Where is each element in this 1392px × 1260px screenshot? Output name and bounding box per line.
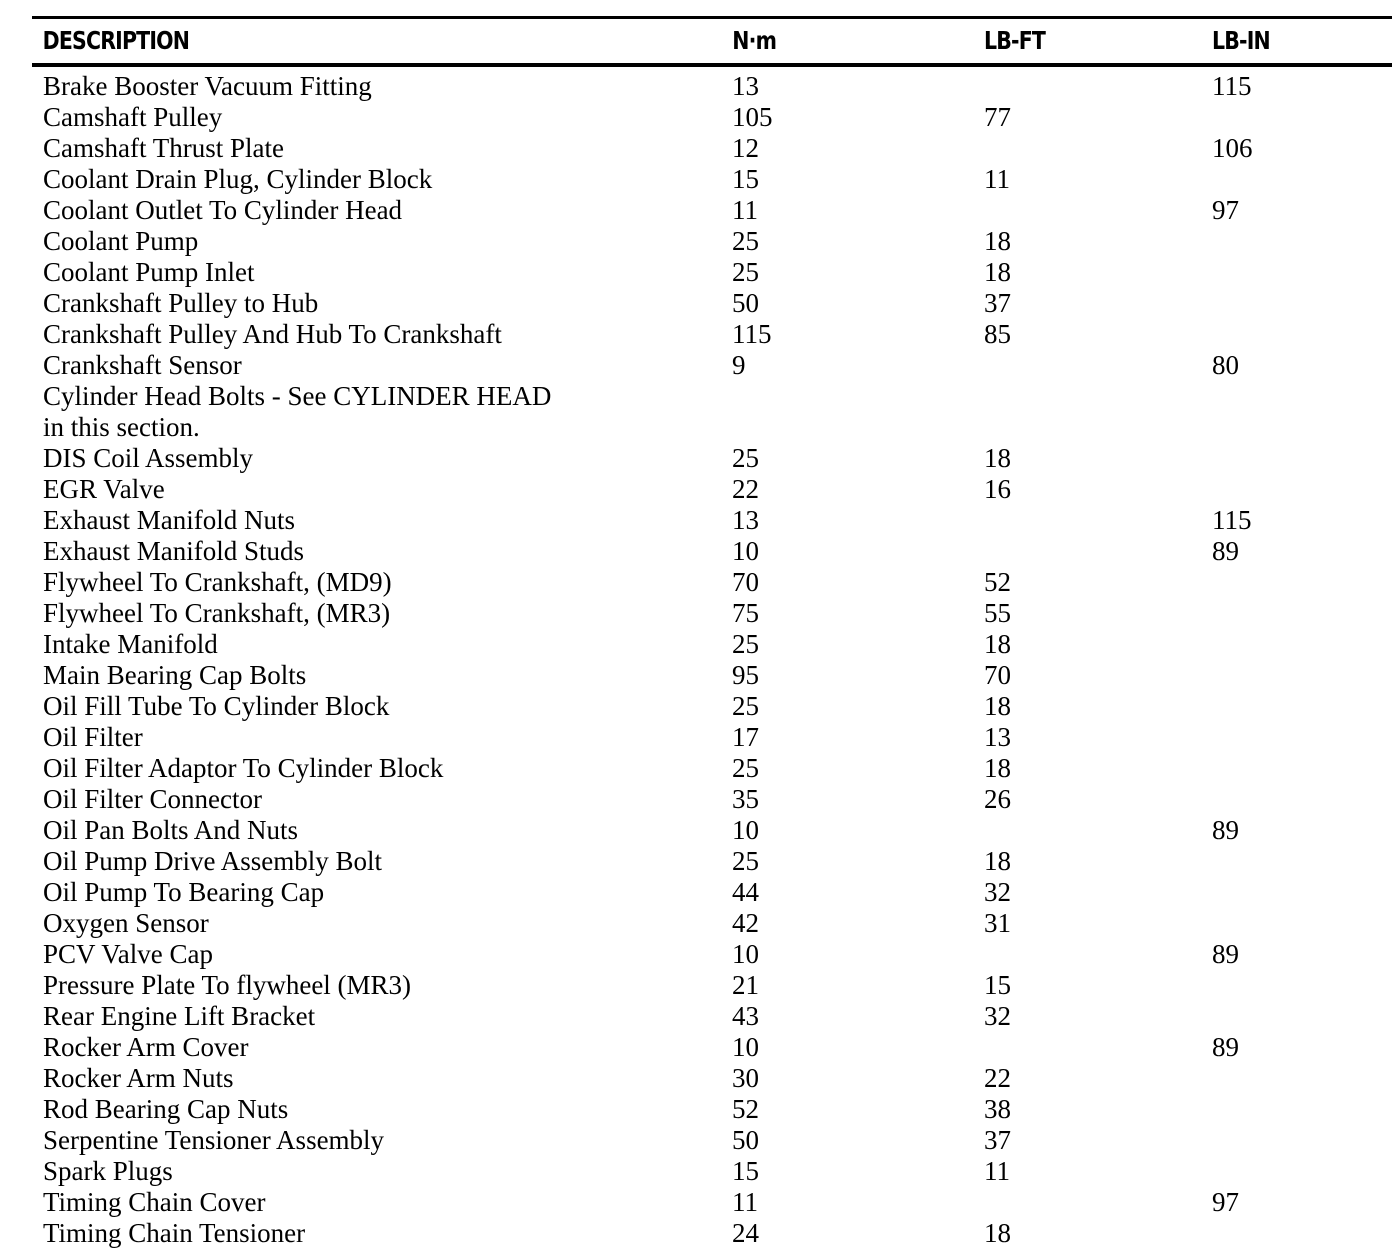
row-lbft-value: 11 xyxy=(984,164,1010,194)
row-lbft-value: 18 xyxy=(984,629,1011,659)
row-description: Oxygen Sensor xyxy=(43,908,209,938)
row-description: Crankshaft Sensor xyxy=(43,350,242,380)
table-row xyxy=(0,319,1392,350)
table-row xyxy=(0,753,1392,784)
row-lbft-value: 37 xyxy=(984,1125,1011,1155)
row-nm-value: 70 xyxy=(732,567,759,597)
table-row xyxy=(0,691,1392,722)
row-description: Intake Manifold xyxy=(43,629,218,659)
row-nm-value: 25 xyxy=(732,753,759,783)
row-description: DIS Coil Assembly xyxy=(43,443,254,473)
header-lbin: LB-IN xyxy=(1211,26,1270,55)
table-row xyxy=(0,815,1392,846)
row-description: Flywheel To Crankshaft, (MD9) xyxy=(43,567,392,597)
row-lbft-value: 16 xyxy=(984,474,1011,504)
row-nm-value: 11 xyxy=(732,1187,758,1217)
row-description: Rocker Arm Cover xyxy=(43,1032,249,1062)
row-lbft-value: 18 xyxy=(984,1218,1011,1248)
row-lbft-value: 70 xyxy=(984,660,1011,690)
table-row xyxy=(0,381,1392,443)
table-row xyxy=(0,1001,1392,1032)
row-description: Rocker Arm Nuts xyxy=(43,1063,234,1093)
row-description: Coolant Pump Inlet xyxy=(43,257,255,287)
row-nm-value: 105 xyxy=(732,102,773,132)
row-lbin-value: 97 xyxy=(1212,195,1239,225)
table-row xyxy=(0,970,1392,1001)
table-row xyxy=(0,784,1392,815)
row-description: Crankshaft Pulley And Hub To Crankshaft xyxy=(43,319,502,349)
row-nm-value: 44 xyxy=(732,877,759,907)
row-lbft-value: 77 xyxy=(984,102,1011,132)
table-row xyxy=(0,660,1392,691)
table-row xyxy=(0,1032,1392,1063)
row-nm-value: 50 xyxy=(732,1125,759,1155)
top-rule xyxy=(32,16,1392,19)
row-nm-value: 15 xyxy=(732,164,759,194)
row-nm-value: 52 xyxy=(732,1094,759,1124)
row-lbft-value: 32 xyxy=(984,1001,1011,1031)
row-lbft-value: 18 xyxy=(984,846,1011,876)
row-description: Exhaust Manifold Studs xyxy=(43,536,304,566)
row-nm-value: 115 xyxy=(732,319,772,349)
row-lbin-value: 115 xyxy=(1212,505,1252,535)
row-nm-value: 17 xyxy=(732,722,759,752)
row-nm-value: 10 xyxy=(732,1032,759,1062)
row-nm-value: 25 xyxy=(732,629,759,659)
row-nm-value: 25 xyxy=(732,226,759,256)
row-lbft-value: 31 xyxy=(984,908,1011,938)
table-row xyxy=(0,1125,1392,1156)
row-description: Pressure Plate To flywheel (MR3) xyxy=(43,970,412,1000)
row-nm-value: 12 xyxy=(732,133,759,163)
row-nm-value: 30 xyxy=(732,1063,759,1093)
row-lbft-value: 55 xyxy=(984,598,1011,628)
row-lbin-value: 89 xyxy=(1212,939,1239,969)
row-nm-value: 21 xyxy=(732,970,759,1000)
row-description: Coolant Pump xyxy=(43,226,199,256)
row-nm-value: 11 xyxy=(732,195,758,225)
table-row xyxy=(0,1187,1392,1218)
header-lbft: LB-FT xyxy=(984,26,1046,55)
row-lbin-value: 89 xyxy=(1212,815,1239,845)
table-row xyxy=(0,133,1392,164)
table-row xyxy=(0,350,1392,381)
row-description: PCV Valve Cap xyxy=(43,939,214,969)
header-description: DESCRIPTION xyxy=(42,26,190,55)
row-lbft-value: 18 xyxy=(984,691,1011,721)
table-row xyxy=(0,71,1392,102)
table-row xyxy=(0,598,1392,629)
table-row xyxy=(0,567,1392,598)
row-nm-value: 35 xyxy=(732,784,759,814)
row-description: Oil Fill Tube To Cylinder Block xyxy=(43,691,390,721)
row-lbft-value: 38 xyxy=(984,1094,1011,1124)
row-description: Timing Chain Tensioner xyxy=(43,1218,306,1248)
row-description: Oil Pan Bolts And Nuts xyxy=(43,815,299,845)
row-description: Camshaft Pulley xyxy=(43,102,223,132)
table-row xyxy=(0,1156,1392,1187)
row-nm-value: 10 xyxy=(732,939,759,969)
row-nm-value: 10 xyxy=(732,536,759,566)
table-row xyxy=(0,722,1392,753)
row-nm-value: 22 xyxy=(732,474,759,504)
table-row xyxy=(0,474,1392,505)
row-lbin-value: 115 xyxy=(1212,71,1252,101)
row-nm-value: 9 xyxy=(732,350,746,380)
table-header xyxy=(0,22,1270,62)
row-lbin-value: 106 xyxy=(1212,133,1253,163)
table-row xyxy=(0,443,1392,474)
table-row xyxy=(0,1063,1392,1094)
row-description: Rear Engine Lift Bracket xyxy=(43,1001,316,1031)
row-lbft-value: 52 xyxy=(984,567,1011,597)
row-nm-value: 25 xyxy=(732,691,759,721)
row-description: Brake Booster Vacuum Fitting xyxy=(43,71,372,101)
table-row xyxy=(0,536,1392,567)
row-description: Coolant Outlet To Cylinder Head xyxy=(43,195,403,225)
row-nm-value: 25 xyxy=(732,443,759,473)
row-description: Spark Plugs xyxy=(43,1156,173,1186)
row-lbin-value: 89 xyxy=(1212,1032,1239,1062)
row-description: Flywheel To Crankshaft, (MR3) xyxy=(43,598,391,628)
row-description: Serpentine Tensioner Assembly xyxy=(43,1125,385,1155)
table-row xyxy=(0,226,1392,257)
row-lbin-value: 97 xyxy=(1212,1187,1239,1217)
row-description: Oil Filter Connector xyxy=(43,784,262,814)
row-lbft-value: 18 xyxy=(984,257,1011,287)
row-lbft-value: 13 xyxy=(984,722,1011,752)
row-lbft-value: 18 xyxy=(984,226,1011,256)
row-nm-value: 25 xyxy=(732,846,759,876)
row-lbft-value: 85 xyxy=(984,319,1011,349)
row-lbft-value: 22 xyxy=(984,1063,1011,1093)
row-nm-value: 75 xyxy=(732,598,759,628)
row-lbft-value: 11 xyxy=(984,1156,1010,1186)
row-nm-value: 13 xyxy=(732,71,759,101)
row-lbft-value: 37 xyxy=(984,288,1011,318)
row-nm-value: 24 xyxy=(732,1218,759,1248)
table-row xyxy=(0,908,1392,939)
row-description: Oil Pump To Bearing Cap xyxy=(43,877,325,907)
row-description: Camshaft Thrust Plate xyxy=(43,133,284,163)
row-description: Timing Chain Cover xyxy=(43,1187,266,1217)
table-row xyxy=(0,288,1392,319)
row-lbft-value: 18 xyxy=(984,753,1011,783)
table-row xyxy=(0,257,1392,288)
row-description: Main Bearing Cap Bolts xyxy=(43,660,307,690)
row-nm-value: 15 xyxy=(732,1156,759,1186)
table-row xyxy=(0,629,1392,660)
table-row xyxy=(0,846,1392,877)
table-row xyxy=(0,877,1392,908)
row-nm-value: 43 xyxy=(732,1001,759,1031)
row-description: Oil Pump Drive Assembly Bolt xyxy=(43,846,383,876)
row-lbft-value: 15 xyxy=(984,970,1011,1000)
row-nm-value: 10 xyxy=(732,815,759,845)
table-row xyxy=(0,164,1392,195)
row-nm-value: 42 xyxy=(732,908,759,938)
header-rule xyxy=(32,63,1392,67)
row-lbin-value: 80 xyxy=(1212,350,1239,380)
table-row xyxy=(0,505,1392,536)
row-description: Coolant Drain Plug, Cylinder Block xyxy=(43,164,433,194)
row-lbft-value: 26 xyxy=(984,784,1011,814)
row-lbin-value: 89 xyxy=(1212,536,1239,566)
row-description: Exhaust Manifold Nuts xyxy=(43,505,295,535)
row-description: Cylinder Head Bolts - See CYLINDER HEAD in this section. xyxy=(43,381,552,442)
table-row xyxy=(0,1094,1392,1125)
row-description: Crankshaft Pulley to Hub xyxy=(43,288,319,318)
row-nm-value: 95 xyxy=(732,660,759,690)
row-description: Oil Filter xyxy=(43,722,143,752)
row-nm-value: 50 xyxy=(732,288,759,318)
table-row xyxy=(0,1218,1392,1249)
torque-table-body xyxy=(0,71,1392,1249)
table-row xyxy=(0,939,1392,970)
row-lbft-value: 18 xyxy=(984,443,1011,473)
row-description: EGR Valve xyxy=(43,474,165,504)
row-nm-value: 13 xyxy=(732,505,759,535)
table-row xyxy=(0,102,1392,133)
row-description: Rod Bearing Cap Nuts xyxy=(43,1094,289,1124)
row-description: Oil Filter Adaptor To Cylinder Block xyxy=(43,753,444,783)
row-nm-value: 25 xyxy=(732,257,759,287)
table-row xyxy=(0,195,1392,226)
header-nm: N·m xyxy=(732,26,777,55)
row-lbft-value: 32 xyxy=(984,877,1011,907)
